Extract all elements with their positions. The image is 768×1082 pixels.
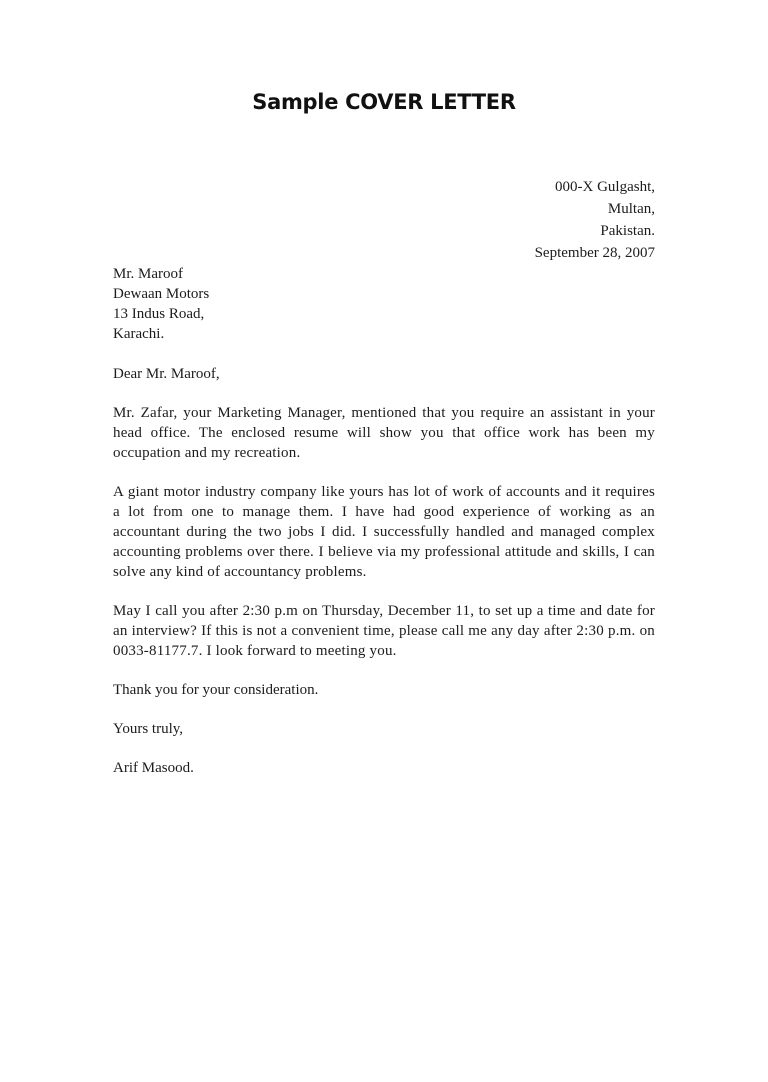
- body-paragraph-1: Mr. Zafar, your Marketing Manager, mentioned that you require an assistant in your head office. The enclosed resume will show you that office work has been my occupation and my recreation.: [113, 405, 655, 461]
- sender-address-line: 000-X Gulgasht,: [555, 179, 655, 195]
- recipient-street-line: 13 Indus Road,: [113, 306, 205, 322]
- sender-address-block: [113, 176, 655, 264]
- recipient-company-line: Dewaan Motors: [113, 286, 210, 302]
- closing-thanks: Thank you for your consideration.: [113, 682, 319, 698]
- recipient-city-line: Karachi.: [113, 326, 165, 342]
- salutation: Dear Mr. Maroof,: [113, 366, 220, 382]
- body-paragraph-3: May I call you after 2:30 p.m on Thursday, December 11, to set up a time and date for an interview? If this is not a convenient time, please call me any day after 2:30 p.m. on 0033-81177.7. I look forward to meeting you.: [113, 603, 655, 659]
- recipient-name-line: Mr. Maroof: [113, 266, 183, 282]
- signature: Arif Masood.: [113, 760, 194, 776]
- body-paragraph-2: A giant motor industry company like yours has lot of work of accounts and it requires a lot from one to manage them. I have had good experience of working as an accountant during the two jobs I did. I successfully handled and managed complex accounting problems over there. I believe via my professional attitude and skills, I can solve any kind of accountancy problems.: [113, 484, 655, 580]
- recipient-address-block: [113, 264, 655, 344]
- sender-address-line: Pakistan.: [600, 223, 655, 239]
- valediction: Yours truly,: [113, 721, 184, 737]
- date-line: September 28, 2007: [534, 245, 655, 261]
- page-title: Sample COVER LETTER: [252, 90, 516, 114]
- sender-address-line: Multan,: [607, 201, 655, 217]
- document-page: [0, 88, 768, 1082]
